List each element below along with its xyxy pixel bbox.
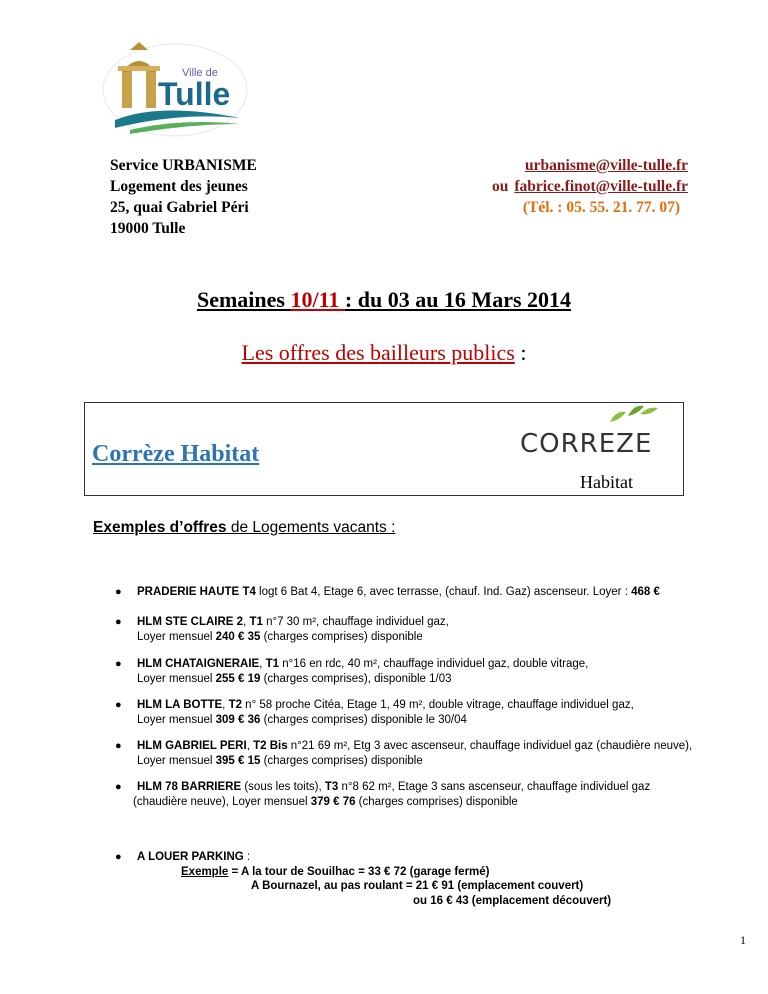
- email-urbanisme-link[interactable]: urbanisme@ville-tulle.fr: [525, 157, 688, 174]
- parking-line-1: = A la tour de Souilhac = 33 € 72 (garage fermé): [228, 865, 490, 878]
- bullet-icon: ●: [115, 586, 122, 598]
- lessors-colon: :: [514, 340, 527, 365]
- correze-logo-text: CORREZE: [520, 429, 653, 459]
- offer-item: ● PRADERIE HAUTE T4 logt 6 Bat 4, Etage 6, avec terrasse, (chauf. Ind. Gaz) ascenseur. Loyer : 468 €: [115, 586, 660, 598]
- parking-line-2: A Bournazel, au pas roulant = 21 € 91 (emplacement couvert): [251, 880, 584, 892]
- ou-text: ou: [491, 178, 509, 195]
- parking-item: ● A LOUER PARKING : Exemple = A la tour de Souilhac = 33 € 72 (garage fermé) A Bournazel, au pas roulant = 21 € 91 (emplacement couvert) ou 16 € 43 (emplacement découvert): [115, 851, 612, 907]
- logo-big-text: Tulle: [158, 76, 231, 112]
- email-finot-link[interactable]: fabrice.finot@ville-tulle.fr: [514, 178, 688, 195]
- week-title: [0, 287, 768, 313]
- bullet-icon: ●: [115, 740, 122, 752]
- page-number: 1: [740, 933, 746, 947]
- bullet-icon: ●: [115, 658, 122, 670]
- bullet-icon: ●: [115, 616, 122, 628]
- habitat-word: Habitat: [580, 472, 633, 492]
- address-line: 19000 Tulle: [110, 220, 186, 237]
- offer-item: ● HLM CHATAIGNERAIE, T1 n°16 en rdc, 40 m², chauffage individuel gaz, double vitrage, Loyer mensuel 255 € 19 (charges comprises), disponible 1/03: [115, 658, 589, 685]
- correze-habitat-link[interactable]: Corrèze Habitat: [92, 441, 260, 467]
- telephone-text: (Tél. : 05. 55. 21. 77. 07): [522, 199, 680, 216]
- offer-item: ● HLM STE CLAIRE 2, T1 n°7 30 m², chauffage individuel gaz, Loyer mensuel 240 € 35 (charges comprises) disponible: [115, 616, 449, 643]
- contact-block: [492, 155, 688, 218]
- bullet-icon: ●: [115, 781, 122, 793]
- examples-title-normal: de Logements vacants :: [226, 519, 396, 536]
- examples-title-bold: Exemples d’offres: [93, 519, 227, 536]
- address-line: Service URBANISME: [110, 157, 257, 174]
- examples-title: [93, 519, 395, 537]
- address-block: [110, 155, 257, 239]
- parking-title: A LOUER PARKING: [137, 851, 244, 863]
- parking-line-3: ou 16 € 43 (emplacement découvert): [413, 894, 612, 907]
- logo-small-text: Ville de: [182, 67, 218, 79]
- correze-habitat-logo: [518, 404, 668, 460]
- lessors-title: [0, 340, 768, 366]
- address-line: Logement des jeunes: [110, 178, 248, 195]
- week-dates: : du 03 au 16 Mars 2014: [344, 287, 572, 312]
- bullet-icon: ●: [115, 699, 122, 711]
- ville-de-tulle-logo: [100, 40, 250, 140]
- week-numbers: 10/11: [290, 287, 345, 312]
- lessors-title-text: Les offres des bailleurs publics: [241, 340, 515, 365]
- address-line: 25, quai Gabriel Péri: [110, 199, 249, 216]
- offer-item: ● HLM 78 BARRIERE (sous les toits), T3 n°8 62 m², Etage 3 sans ascenseur, chauffage individuel gaz (chaudière neuve), Loyer mensuel 379 € 76 (charges comprises) disponible: [115, 781, 651, 808]
- parking-example-label: Exemple: [181, 865, 229, 878]
- week-prefix: Semaines: [196, 287, 291, 312]
- bullet-icon: ●: [115, 851, 122, 863]
- offer-item: ● HLM GABRIEL PERI, T2 Bis n°21 69 m², Etg 3 avec ascenseur, chauffage individuel gaz (chaudière neuve), Loyer mensuel 395 € 15 (charges comprises) disponible: [115, 740, 693, 767]
- offer-item: ● HLM LA BOTTE, T2 n° 58 proche Citéa, Etage 1, 49 m², double vitrage, chauffage individuel gaz, Loyer mensuel 309 € 36 (charges comprises) disponible le 30/04: [115, 699, 634, 726]
